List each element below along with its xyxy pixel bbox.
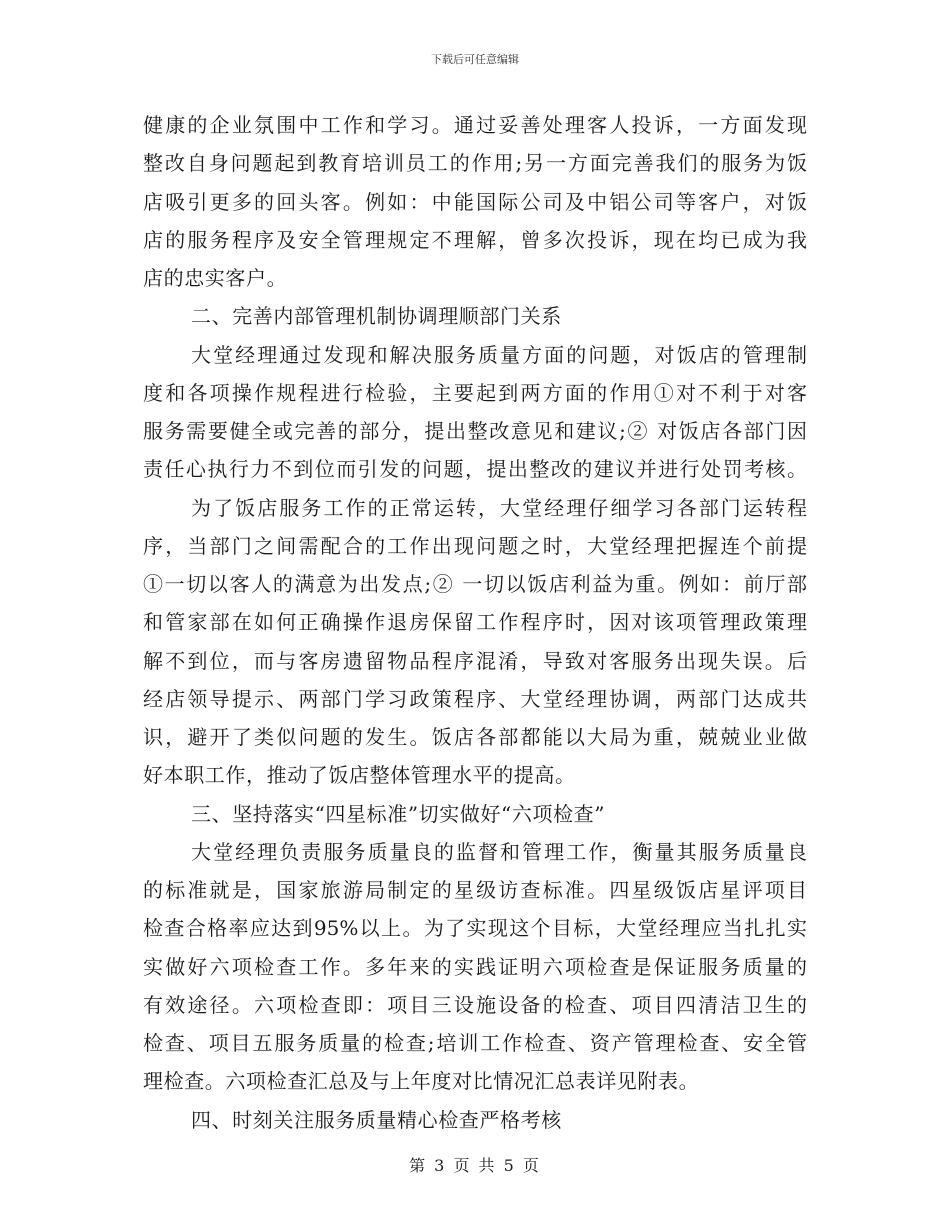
section-heading: 四、时刻关注服务质量精心检查严格考核 bbox=[191, 1107, 562, 1132]
paragraph-line: 店的忠实客户。 bbox=[143, 266, 288, 290]
paragraph-line: 店吸引更多的回头客。例如：中能国际公司及中铝公司等客户，对饭 bbox=[143, 189, 807, 214]
paragraph-line: 和管家部在如何正确操作退房保留工作程序时，因对该项管理政策理 bbox=[143, 610, 807, 635]
paragraph-line: 店的服务程序及安全管理规定不理解，曾多次投诉，现在均已成为我 bbox=[143, 227, 807, 252]
paragraph-line: 有效途径。六项检查即：项目三设施设备的检查、项目四清洁卫生的 bbox=[143, 992, 807, 1017]
paragraph-line: 实做好六项检查工作。多年来的实践证明六项检查是保证服务质量的 bbox=[143, 954, 807, 979]
paragraph-line: 理检查。六项检查汇总及与上年度对比情况汇总表详见附表。 bbox=[143, 1069, 700, 1094]
paragraph-line: 大堂经理负责服务质量良的监督和管理工作，衡量其服务质量良 bbox=[191, 839, 807, 864]
page-number-footer: 第 3 页 共 5 页 bbox=[409, 1156, 541, 1175]
paragraph-line: 责任心执行力不到位而引发的问题，提出整改的建议并进行处罚考核。 bbox=[143, 457, 807, 482]
paragraph-line: ①一切以客人的满意为出发点;② 一切以饭店利益为重。例如：前厅部 bbox=[143, 572, 807, 596]
document-body bbox=[143, 106, 807, 1139]
paragraph-line: 经店领导提示、两部门学习政策程序、大堂经理协调，两部门达成共 bbox=[143, 686, 807, 711]
paragraph-line: 检查、项目五服务质量的检查;培训工作检查、资产管理检查、安全管 bbox=[143, 1031, 807, 1055]
section-heading: 三、坚持落实“四星标准”切实做好“六项检查” bbox=[191, 801, 606, 826]
paragraph-line: 度和各项操作规程进行检验，主要起到两方面的作用①对不利于对客 bbox=[143, 380, 807, 405]
paragraph-line: 服务需要健全或完善的部分，提出整改意见和建议;② 对饭店各部门因 bbox=[143, 419, 807, 443]
paragraph-line: 解不到位，而与客房遗留物品程序混淆，导致对客服务出现失误。后 bbox=[143, 648, 807, 673]
paragraph-line: 大堂经理通过发现和解决服务质量方面的问题，对饭店的管理制 bbox=[191, 342, 807, 367]
paragraph-line: 为了饭店服务工作的正常运转，大堂经理仔细学习各部门运转程 bbox=[191, 495, 807, 520]
page-header: 下载后可任意编辑 bbox=[431, 53, 519, 66]
paragraph-line: 检查合格率应达到95%以上。为了实现这个目标，大堂经理应当扎扎实 bbox=[143, 916, 807, 941]
paragraph-line: 整改自身问题起到教育培训员工的作用;另一方面完善我们的服务为饭 bbox=[143, 151, 807, 176]
paragraph-line: 的标准就是，国家旅游局制定的星级访查标准。四星级饭店星评项目 bbox=[143, 878, 807, 902]
section-heading: 二、完善内部管理机制协调理顺部门关系 bbox=[191, 304, 562, 329]
paragraph-line: 好本职工作，推动了饭店整体管理水平的提高。 bbox=[143, 763, 576, 788]
paragraph-line: 识，避开了类似问题的发生。饭店各部都能以大局为重，兢兢业业做 bbox=[143, 725, 807, 749]
paragraph-line: 序，当部门之间需配合的工作出现问题之时，大堂经理把握连个前提 bbox=[143, 533, 807, 558]
paragraph-line: 健康的企业氛围中工作和学习。通过妥善处理客人投诉，一方面发现 bbox=[143, 113, 807, 137]
